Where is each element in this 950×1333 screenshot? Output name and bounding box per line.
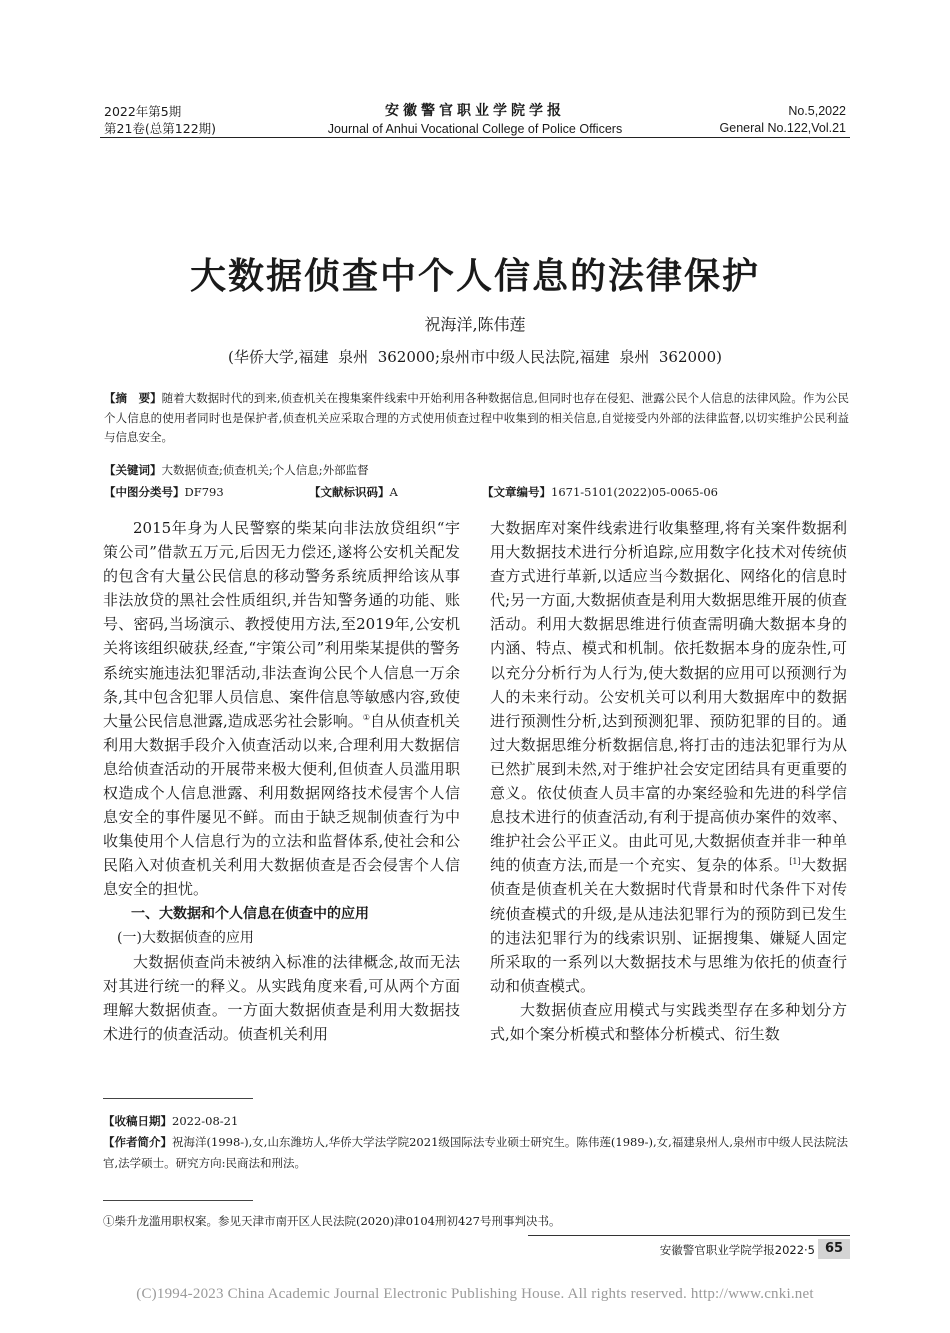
paragraph: 大数据库对案件线索进行收集整理,将有关案件数据利用大数据技术进行分析追踪,应用数字化技术对传统侦查方式进行革新,以适应当今数据化、网络化的信息时代;另一方面,大数据侦查是利用大数据思维开展的侦查活动。利用大数据思维进行侦查需明确大数据本身的内涵、特点、模式和机制。依托数据本身的庞杂性,可以充分分析行为人行为,使大数据的应用可以预测行为人的未来行动。公安机关可以利用大数据库中的数据进行预测性分析,达到预测犯罪、预防犯罪的目的。通过大数据思维分析数据信息,将打击的违法犯罪行为从已然扩展到未然,对于维护社会安定团结具有更重要的意义。依仗侦查人员丰富的办案经验和先进的科学信息技术进行的侦查活动,有利于提高侦办案件的效率、维护社会公平正义。由此可见,大数据侦查并非一种单纯的侦查方法,而是一个充实、复杂的体系。[1]大数据侦查是侦查机关在大数据时代背景和时代条件下对传统侦查模式的升级,是从违法犯罪行为的预防到已发生的违法犯罪行为的线索识别、证据搜集、嫌疑人固定所采取的一系列以大数据技术与思维为依托的侦查行动和侦查模式。 — [490, 519, 847, 995]
abstract-label: 【摘 要】 — [104, 391, 162, 405]
clc-code: 【中图分类号】DF793 — [104, 485, 224, 499]
article-authors: 祝海洋,陈伟莲 — [424, 315, 526, 334]
body-left-column — [103, 516, 460, 1046]
page-number: 65 — [818, 1239, 850, 1259]
paragraph: 大数据侦查应用模式与实践类型存在多种划分方式,如个案分析模式和整体分析模式、衍生数 — [490, 1000, 847, 1043]
header-issue: 2022年第5期 — [104, 104, 182, 119]
footnote-mark: ① — [362, 712, 370, 722]
header-issue-info-en — [720, 103, 846, 137]
keywords — [104, 461, 849, 479]
header-journal-title — [300, 101, 650, 137]
author-affiliation: (华侨大学,福建 泉州 362000;泉州市中级人民法院,福建 泉州 362000) — [228, 348, 722, 366]
section-heading: 一、大数据和个人信息在侦查中的应用 — [131, 905, 369, 922]
footnote-rule — [103, 1200, 253, 1201]
abstract — [104, 389, 849, 448]
paragraph: 大数据侦查尚未被纳入标准的法律概念,故而无法对其进行统一的释义。从实践角度来看,可从两个方面理解大数据侦查。一方面大数据侦查是利用大数据技术进行的侦查活动。侦查机关利用 — [103, 952, 460, 1043]
header-issue-info — [104, 103, 216, 137]
footnote-rule — [103, 1098, 253, 1099]
journal-title-cn: 安徽警官职业学院学报 — [385, 103, 565, 119]
keywords-label: 【关键词】 — [104, 463, 162, 477]
article-title: 大数据侦查中个人信息的法律保护 — [189, 256, 760, 297]
abstract-text: 随着大数据时代的到来,侦查机关在搜集案件线索中开始利用各种数据信息,但同时也存在侵犯、泄露公民个人信息的法律风险。作为公民个人信息的使用者同时也是保护者,侦查机关应采取合理的方式使用侦查过程中收集到的相关信息,自觉接受内外部的法律监督,以切实维护公民利益与信息安全。 — [104, 391, 850, 444]
header-number: No.5,2022 — [788, 104, 846, 118]
copyright-watermark: (C)1994-2023 China Academic Journal Electronic Publishing House. All rights reserved. http://www.cnki.net — [136, 1286, 814, 1302]
body-right-column — [490, 516, 847, 1046]
footer-rule — [528, 1235, 850, 1236]
journal-title-en: Journal of Anhui Vocational College of Police Officers — [327, 122, 623, 136]
header-rule — [100, 137, 850, 138]
footnote-1: ①柴升龙滥用职权案。参见天津市南开区人民法院(2020)津0104刑初427号刑事判决书。 — [103, 1214, 561, 1228]
author-bio: 【作者简介】祝海洋(1998-),女,山东潍坊人,华侨大学法学院2021级国际法专业硕士研究生。陈伟莲(1989-),女,福建泉州人,泉州市中级人民法院法官,法学硕士。研究方向:民商法和刑法。 — [103, 1135, 849, 1170]
paragraph: 2015年身为人民警察的柴某向非法放贷组织“宇策公司”借款五万元,后因无力偿还,遂将公安机关配发的包含有大量公民信息的移动警务系统质押给该从事非法放贷的黑社会性质组织,并告知警务通的功能、账号、密码,当场演示、教授使用方法,至2019年,公安机关将该组织破获,经查,“宇策公司”利用柴某提供的警务系统实施违法犯罪活动,非法查询公民个人信息一万余条,其中包含犯罪人员信息、案件信息等敏感内容,致使大量公民信息泄露,造成恶劣社会影响。①自从侦查机关利用大数据手段介入侦查活动以来,合理利用大数据信息给侦查活动的开展带来极大便利,但侦查人员滥用职权造成个人信息泄露、利用数据网络技术侵害个人信息安全的事件屡见不鲜。而由于缺乏规制侦查行为中收集使用个人信息行为的立法和监督体系,使社会和公民陷入对侦查机关利用大数据侦查是否会侵害个人信息安全的担忧。 — [103, 519, 460, 899]
footer-journal: 安徽警官职业学院学报2022·5 — [659, 1243, 815, 1257]
article-metadata-notes — [103, 1111, 848, 1174]
keywords-text: 大数据侦查;侦查机关;个人信息;外部监督 — [161, 463, 369, 477]
header-general-number: General No.122,Vol.21 — [719, 121, 846, 135]
citation-mark: [1] — [789, 857, 801, 867]
header-volume: 第21卷(总第122期) — [104, 121, 217, 136]
document-code: 【文献标识码】A — [309, 485, 398, 499]
received-date: 【收稿日期】2022-08-21 — [103, 1114, 239, 1128]
subsection-heading: (一)大数据侦查的应用 — [117, 929, 254, 946]
article-number: 【文章编号】1671-5101(2022)05-0065-06 — [482, 485, 718, 499]
